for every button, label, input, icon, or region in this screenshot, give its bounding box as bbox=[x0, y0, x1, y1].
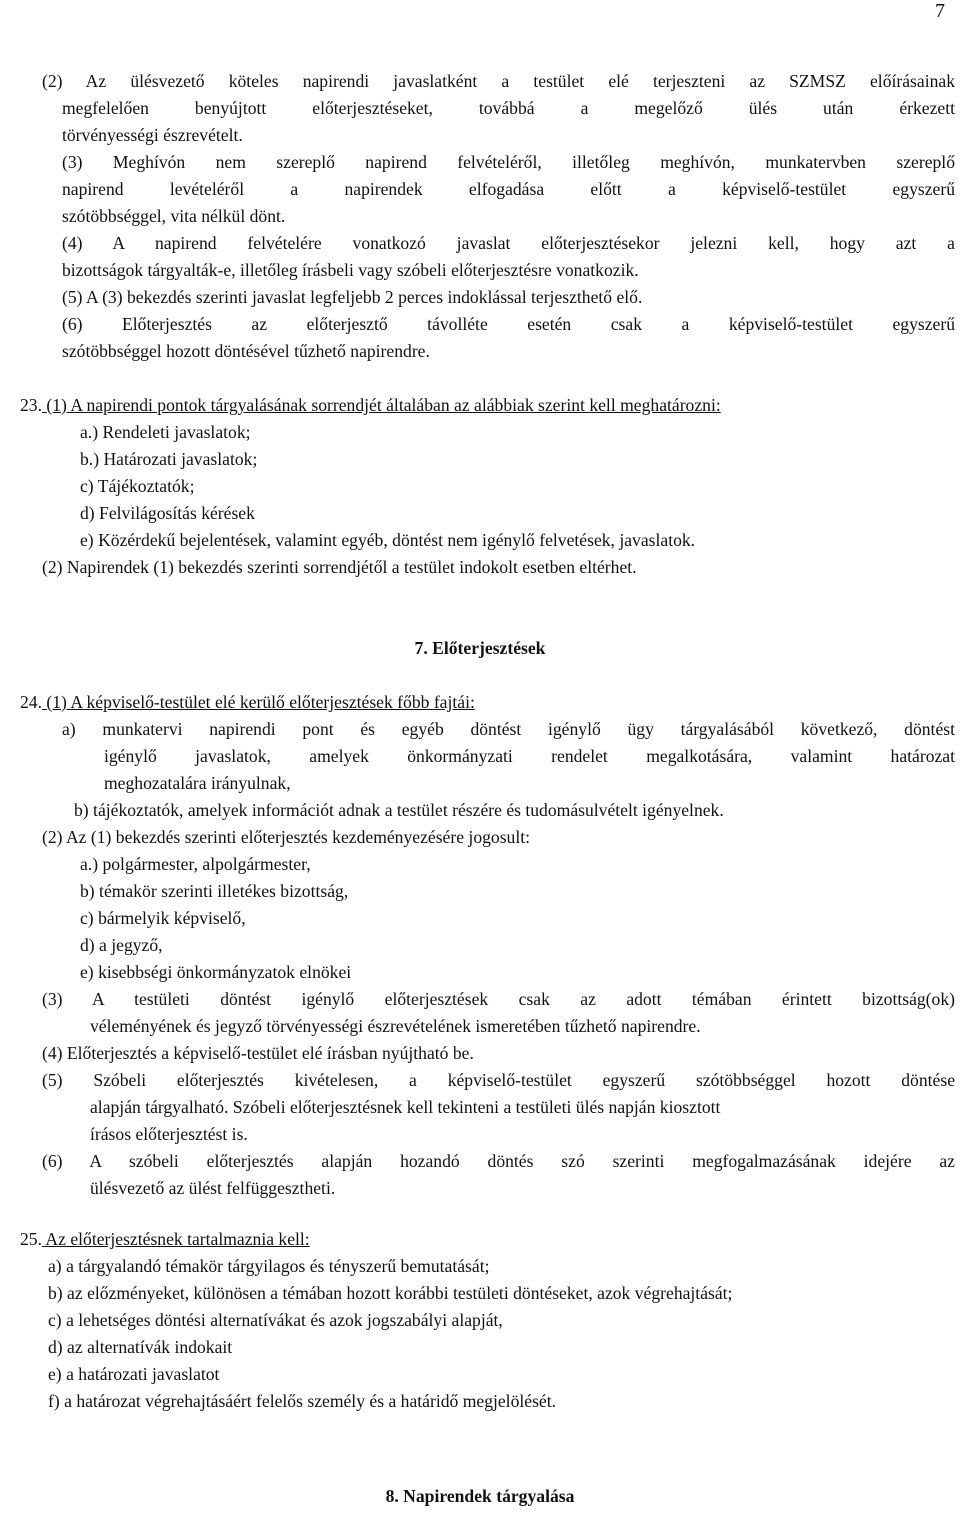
s24-a-line1: a) munkatervi napirendi pont és egyéb döntést igénylő ügy tárgyalásából következő, döntést bbox=[62, 719, 955, 739]
s24-p6-line1: (6) A szóbeli előterjesztés alapján hozandó döntés szó szerinti megfogalmazásának idejére az bbox=[42, 1151, 955, 1171]
s25-intro-text: Az előterjesztésnek tartalmaznia kell: bbox=[42, 1229, 310, 1249]
s23-item-d: d) Felvilágosítás kérések bbox=[80, 503, 255, 523]
s24-p1-text: (1) A képviselő-testület elé kerülő előterjesztések főbb fajtái: bbox=[42, 692, 475, 712]
s25-item-d: d) az alternatívák indokait bbox=[48, 1337, 233, 1357]
s23-number: 23. bbox=[20, 395, 42, 415]
heading-8: 8. Napirendek tárgyalása bbox=[385, 1486, 575, 1506]
s25-number: 25. bbox=[20, 1229, 42, 1249]
s24-a-line2: igénylő javaslatok, amelyek önkormányzati rendelet megalkotására, valamint határozat bbox=[104, 746, 955, 766]
s25-item-f: f) a határozat végrehajtásáért felelős személy és a határidő megjelölését. bbox=[48, 1391, 557, 1411]
s24-p2-item-a: a.) polgármester, alpolgármester, bbox=[80, 854, 311, 874]
s22-p4-line2: bizottságok tárgyalták-e, illetőleg írásbeli vagy szóbeli előterjesztésre vonatkozik. bbox=[62, 260, 639, 280]
s22-p6-line2: szótöbbséggel hozott döntésével tűzhető napirendre. bbox=[62, 341, 430, 361]
s23-p1-text: (1) A napirendi pontok tárgyalásának sorrendjét általában az alábbiak szerint kell meghatározni: bbox=[42, 395, 721, 415]
s25-item-c: c) a lehetséges döntési alternatívákat és azok jogszabályi alapját, bbox=[48, 1310, 503, 1330]
s23-item-a: a.) Rendeleti javaslatok; bbox=[80, 422, 251, 442]
s25-item-a: a) a tárgyalandó témakör tárgyilagos és tényszerű bemutatását; bbox=[48, 1256, 490, 1276]
s24-p3-line1: (3) A testületi döntést igénylő előterjesztések csak az adott témában érintett bizottság(ok) bbox=[42, 989, 955, 1009]
s24-p2-item-b: b) témakör szerinti illetékes bizottság, bbox=[80, 881, 349, 901]
s24-number: 24. bbox=[20, 692, 42, 712]
s22-p3-line1: (3) Meghívón nem szereplő napirend felvételéről, illetőleg meghívón, munkatervben szereplő bbox=[62, 152, 955, 172]
s24-p3-line2: véleményének és jegyző törvényességi észrevételének ismeretében tűzhető napirendre. bbox=[90, 1016, 701, 1036]
s24-p5-line1: (5) Szóbeli előterjesztés kivételesen, a képviselő-testület egyszerű szótöbbséggel hozott döntése bbox=[42, 1070, 955, 1090]
heading-7: 7. Előterjesztések bbox=[414, 638, 546, 658]
s25-intro bbox=[20, 1226, 310, 1253]
s23-p2: (2) Napirendek (1) bekezdés szerinti sorrendjétől a testület indokolt esetben eltérhet. bbox=[42, 557, 637, 577]
s23-item-e: e) Közérdekű bejelentések, valamint egyéb, döntést nem igénylő felvetések, javaslatok. bbox=[80, 530, 696, 550]
page-number: 7 bbox=[935, 0, 945, 22]
s23-p1 bbox=[20, 392, 721, 419]
s23-item-b: b.) Határozati javaslatok; bbox=[80, 449, 258, 469]
s25-item-b: b) az előzményeket, különösen a témában hozott korábbi testületi döntéseket, azok végrehajtását; bbox=[48, 1283, 733, 1303]
s22-p3-line2: napirend levételéről a napirendek elfogadása előtt a képviselő-testület egyszerű bbox=[62, 179, 955, 199]
s22-p5: (5) A (3) bekezdés szerinti javaslat legfeljebb 2 perces indoklással terjeszthető elő. bbox=[62, 287, 643, 307]
s24-b: b) tájékoztatók, amelyek információt adnak a testület részére és tudomásulvételt igényelnek. bbox=[74, 800, 724, 820]
s22-p2-line3: törvényességi észrevételt. bbox=[62, 125, 243, 145]
s22-p2-line1: (2) Az ülésvezető köteles napirendi javaslatként a testület elé terjeszteni az SZMSZ előírásainak bbox=[42, 71, 955, 91]
s22-p6-line1: (6) Előterjesztés az előterjesztő távolléte esetén csak a képviselő-testület egyszerű bbox=[62, 314, 955, 334]
s22-p2-line2: megfelelően benyújtott előterjesztéseket, továbbá a megelőző ülés után érkezett bbox=[62, 98, 955, 118]
s24-p4: (4) Előterjesztés a képviselő-testület elé írásban nyújtható be. bbox=[42, 1043, 474, 1063]
s24-p5-line3: írásos előterjesztést is. bbox=[90, 1124, 248, 1144]
s24-p2-item-e: e) kisebbségi önkormányzatok elnökei bbox=[80, 962, 352, 982]
s24-a-line3: meghozatalára irányulnak, bbox=[104, 773, 291, 793]
s24-p2-item-d: d) a jegyző, bbox=[80, 935, 163, 955]
s22-p3-line3: szótöbbséggel, vita nélkül dönt. bbox=[62, 206, 286, 226]
s22-p4-line1: (4) A napirend felvételére vonatkozó javaslat előterjesztésekor jelezni kell, hogy azt a bbox=[62, 233, 955, 253]
s24-p2: (2) Az (1) bekezdés szerinti előterjesztés kezdeményezésére jogosult: bbox=[42, 827, 531, 847]
s24-p2-item-c: c) bármelyik képviselő, bbox=[80, 908, 246, 928]
s23-item-c: c) Tájékoztatók; bbox=[80, 476, 195, 496]
s24-p5-line2: alapján tárgyalható. Szóbeli előterjesztésnek kell tekinteni a testületi ülés napján kiosztott bbox=[90, 1097, 721, 1117]
s24-p1 bbox=[20, 689, 475, 716]
s25-item-e: e) a határozati javaslatot bbox=[48, 1364, 220, 1384]
s24-p6-line2: ülésvezető az ülést felfüggesztheti. bbox=[90, 1178, 336, 1198]
